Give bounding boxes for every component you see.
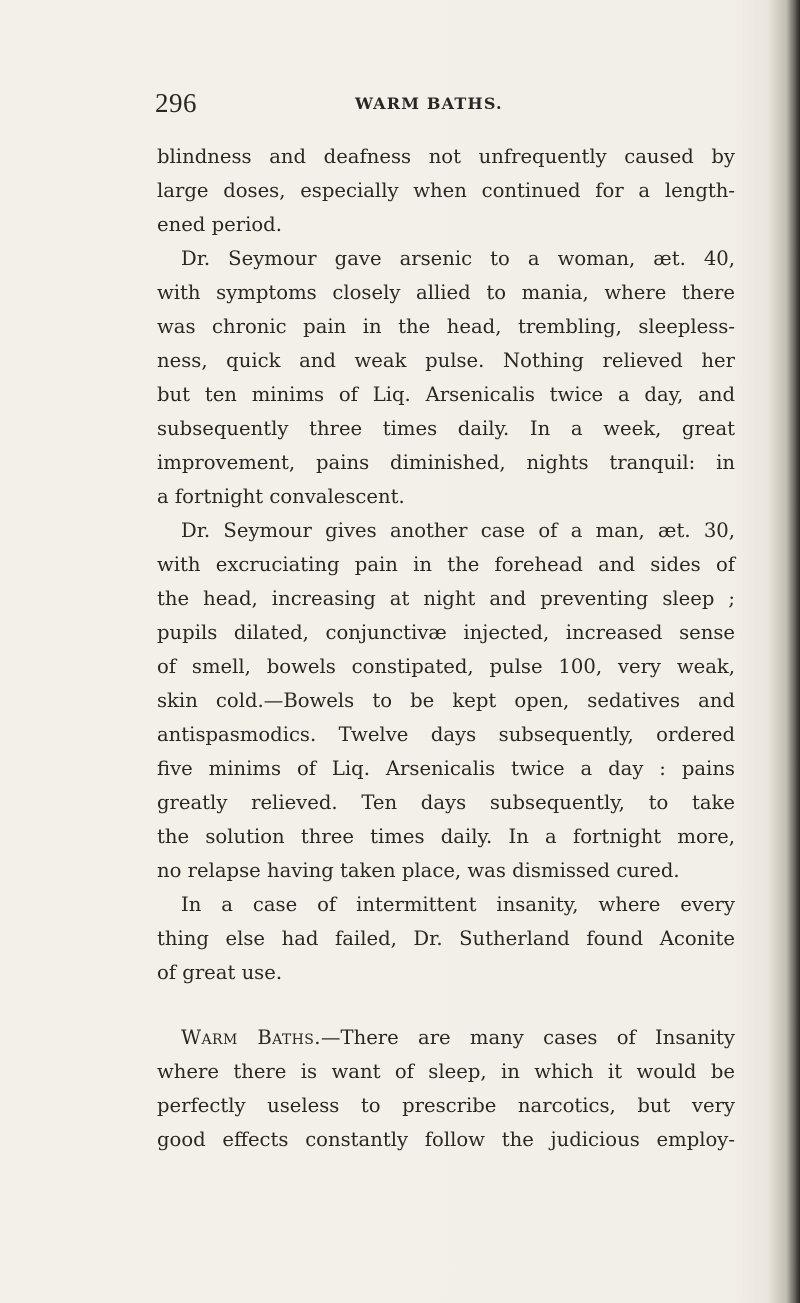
text-fragment: —There are many cases of Insanity [320,1026,735,1049]
page-edge-shadow [786,0,800,1303]
text-line [157,1021,735,1055]
text-line: ness, quick and weak pulse. Nothing relieved her [157,349,735,372]
text-line: improvement, pains diminished, nights tranquil: in [157,451,735,474]
text-line: Dr. Seymour gave arsenic to a woman, æt. 40, [181,247,735,270]
text-line: antispasmodics. Twelve days subsequently, ordered [157,723,735,746]
text-line: but ten minims of Liq. Arsenicalis twice a day, and [157,383,735,406]
text-line: blindness and deafness not unfrequently caused by [157,145,735,168]
paragraph-4 [157,888,735,990]
text-line: where there is want of sleep, in which it would be [157,1060,735,1083]
section-gap [157,990,735,1021]
page-number: 296 [155,88,197,118]
text-line: thing else had failed, Dr. Sutherland found Aconite [157,927,735,950]
text-line: good effects constantly follow the judicious employ- [157,1128,735,1151]
paragraph-warm-baths [157,1021,735,1157]
text-line: In a case of intermittent insanity, where every [181,893,735,916]
paragraph-1 [157,140,735,242]
paragraph-2 [157,242,735,514]
text-line: pupils dilated, conjunctivæ injected, increased sense [157,621,735,644]
paragraph-3 [157,514,735,888]
text-line: subsequently three times daily. In a week, great [157,417,735,440]
text-line: five minims of Liq. Arsenicalis twice a day : pains [157,757,735,780]
text-line: skin cold.—Bowels to be kept open, sedatives and [157,689,735,712]
text-line: with symptoms closely allied to mania, where there [157,281,735,304]
body-text [157,140,735,1157]
text-line: was chronic pain in the head, trembling, sleepless- [157,315,735,338]
running-head: WARM BATHS. [355,94,503,113]
text-line: of great use. [157,961,283,984]
text-line: large doses, especially when continued for a length- [157,179,735,202]
text-line: a fortnight convalescent. [157,485,405,508]
section-heading: Warm Baths. [181,1026,321,1049]
text-line: with excruciating pain in the forehead and sides of [157,553,735,576]
page-header [155,86,755,126]
text-line: no relapse having taken place, was dismissed cured. [157,859,680,882]
text-line: Dr. Seymour gives another case of a man, æt. 30, [181,519,735,542]
text-line: the head, increasing at night and preventing sleep ; [157,587,735,610]
text-line: the solution three times daily. In a fortnight more, [157,825,735,848]
text-line: perfectly useless to prescribe narcotics, but very [157,1094,735,1117]
text-line: of smell, bowels constipated, pulse 100, very weak, [157,655,735,678]
text-line: ened period. [157,213,282,236]
text-line: greatly relieved. Ten days subsequently, to take [157,791,735,814]
